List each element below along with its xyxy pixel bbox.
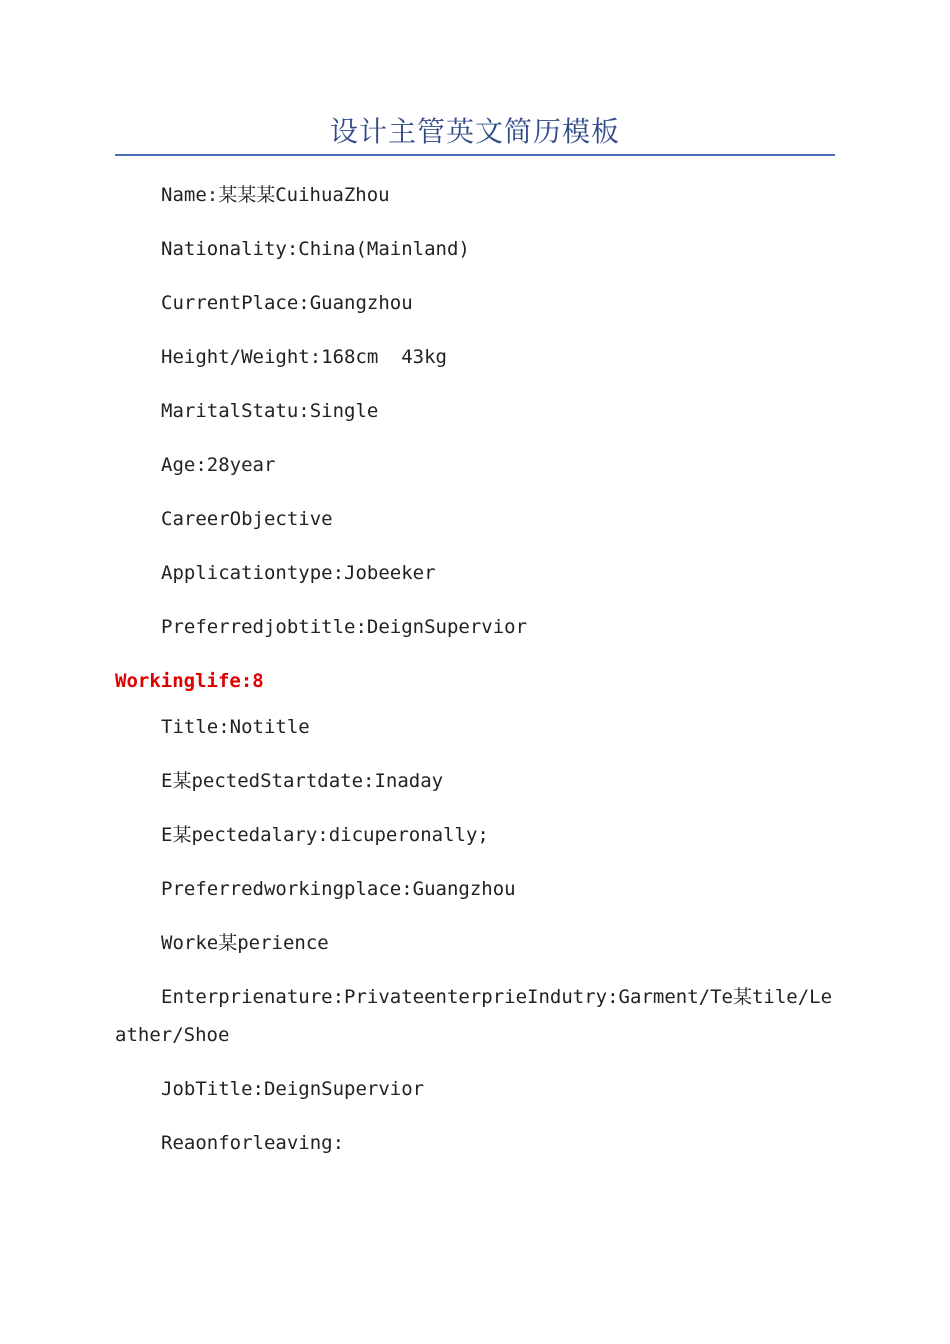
- preferred-working-place-line: Preferredworkingplace:Guangzhou: [161, 878, 516, 900]
- title-line: Title:Notitle: [161, 716, 310, 738]
- name-line: Name:某某某CuihuaZhou: [161, 184, 390, 206]
- marital-status-line: MaritalStatu:Single: [161, 400, 379, 422]
- expected-salary-line: E某pectedalary:dicuperonally;: [161, 824, 489, 846]
- expected-start-date-line: E某pectedStartdate:Inaday: [161, 770, 444, 792]
- nationality-line: Nationality:China(Mainland): [161, 238, 470, 260]
- reason-for-leaving-line: Reaonforleaving:: [161, 1132, 345, 1154]
- working-life-heading: Workinglife:8: [115, 670, 264, 692]
- height-weight-line: Height/Weight:168cm 43kg: [161, 346, 447, 368]
- title-underline: [115, 154, 835, 156]
- age-line: Age:28year: [161, 454, 276, 476]
- job-title-line: JobTitle:DeignSupervior: [161, 1078, 425, 1100]
- document-title: 设计主管英文简历模板: [329, 115, 620, 148]
- work-experience-line: Worke某perience: [161, 932, 329, 954]
- career-objective-line: CareerObjective: [161, 508, 333, 530]
- enterprise-nature-line: Enterprienature:PrivateenterprieIndutry:Garment/Te某tile/Leather/Shoe: [115, 986, 833, 1046]
- application-type-line: Applicationtype:Jobeeker: [161, 562, 436, 584]
- preferred-job-title-line: Preferredjobtitle:DeignSupervior: [161, 616, 528, 638]
- resume-content: [115, 176, 835, 1178]
- current-place-line: CurrentPlace:Guangzhou: [161, 292, 413, 314]
